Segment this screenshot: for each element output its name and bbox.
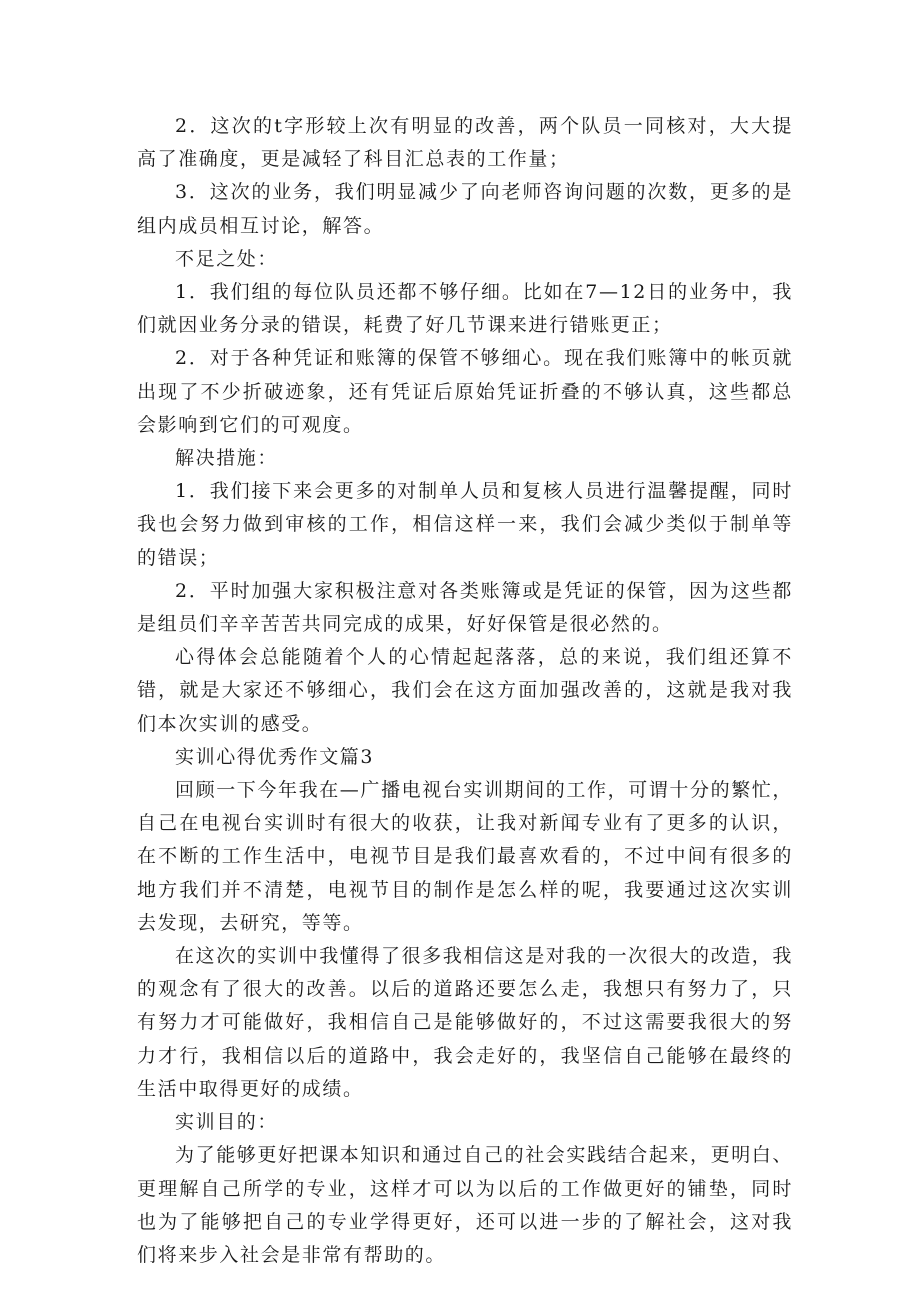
paragraph-shortcoming-2: 2．对于各种凭证和账簿的保管不够细心。现在我们账簿中的帐页就出现了不少折破迹象，还有凭证后原始凭证折叠的不够认真，这些都总会影响到它们的可观度。 [137,347,793,436]
paragraph-purpose: 为了能够更好把课本知识和通过自己的社会实践结合起来，更明白、更理解自己所学的专业，这样才可以为以后的工作做更好的铺垫，同时也为了能够把自己的专业学得更好，还可以进一步的了解社会，这对我们将来步入社会是非常有帮助的。 [137,1144,794,1266]
heading-solutions: 解决措施： [175,447,279,470]
paragraph-reflection: 心得体会总能随着个人的心情起起落落，总的来说，我们组还算不错，就是大家还不够细心，我们会在这方面加强改善的，这就是我对我们本次实训的感受。 [137,646,793,735]
heading-training-purpose: 实训目的： [175,1111,279,1134]
paragraph-improvement-2: 2．这次的t字形较上次有明显的改善，两个队员一同核对，大大提高了准确度，更是减轻了科目汇总表的工作量； [137,115,793,171]
paragraph-review: 回顾一下今年我在—广播电视台实训期间的工作，可谓十分的繁忙，自己在电视台实训时有很大的收获，让我对新闻专业有了更多的认识，在不断的工作生活中，电视节目是我们最喜欢看的，不过中间有很多的地方我们并不清楚，电视节目的制作是怎么样的呢，我要通过这次实训去发现，去研究，等等。 [137,779,794,934]
paragraph-lessons: 在这次的实训中我懂得了很多我相信这是对我的一次很大的改造，我的观念有了很大的改善。以后的道路还要怎么走，我想只有努力了，只有努力才可能做好，我相信自己是能够做好的，不过这需要我很大的努力才行，我相信以后的道路中，我会走好的，我坚信自己能够在最终的生活中取得更好的成绩。 [137,945,794,1100]
paragraph-improvement-3: 3．这次的业务，我们明显减少了向老师咨询问题的次数，更多的是组内成员相互讨论，解答。 [137,181,793,237]
paragraph-solution-2: 2．平时加强大家积极注意对各类账簿或是凭证的保管，因为这些都是组员们辛辛苦苦共同完成的成果，好好保管是很必然的。 [137,579,793,636]
document-body [137,110,793,1272]
heading-essay-3: 实训心得优秀作文篇3 [175,745,375,768]
paragraph-shortcoming-1: 1．我们组的每位队员还都不够仔细。比如在7—12日的业务中，我们就因业务分录的错误，耗费了好几节课来进行错账更正； [137,281,793,337]
heading-shortcomings: 不足之处： [175,247,279,270]
paragraph-solution-1: 1．我们接下来会更多的对制单人员和复核人员进行温馨提醒，同时我也会努力做到审核的工作，相信这样一来，我们会减少类似于制单等的错误； [137,480,793,569]
